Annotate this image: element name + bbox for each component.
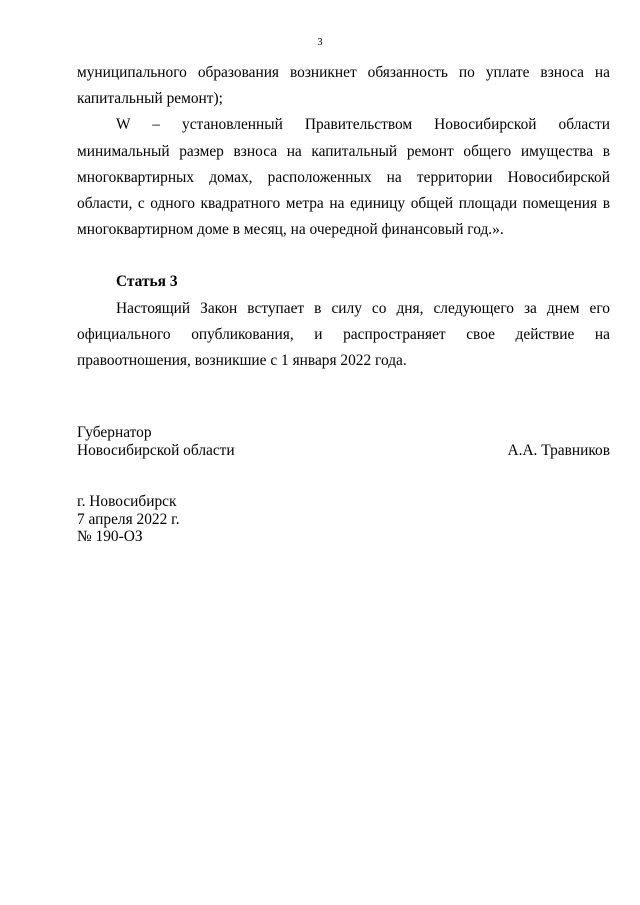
document-footer: [77, 493, 180, 546]
signatory-name: А.А. Травников: [507, 441, 610, 459]
footer-date: 7 апреля 2022 г.: [77, 510, 180, 528]
article-text: Настоящий Закон вступает в силу со дня, следующего за днем его официального опубликования, и распространяет свое действие на правоотношения, возникшие с 1 января 2022 года.: [77, 299, 610, 370]
signature-block: [77, 424, 610, 459]
article-heading: Статья 3: [116, 273, 178, 291]
signature-title-line1: Губернатор: [77, 424, 152, 441]
document-body: [77, 60, 610, 374]
signature-title-line2: Новосибирской области: [77, 441, 235, 459]
footer-city: г. Новосибирск: [77, 493, 177, 510]
paragraph-continuation: муниципального образования возникнет обязанность по уплате взноса на капитальный ремонт);: [77, 64, 610, 108]
paragraph-w-definition: W – установленный Правительством Новосибирской области минимальный размер взноса на капитальный ремонт общего имущества в многоквартирных домах, расположенных на территории Новосибирской области, с одного квадратного метра на единицу общей площади помещения в многоквартирном доме в месяц, на очередной финансовый год.».: [77, 116, 610, 239]
spacer: [77, 243, 610, 269]
page-number: 3: [317, 37, 323, 48]
signature-row: [77, 442, 610, 460]
footer-number: № 190-ОЗ: [77, 528, 143, 545]
